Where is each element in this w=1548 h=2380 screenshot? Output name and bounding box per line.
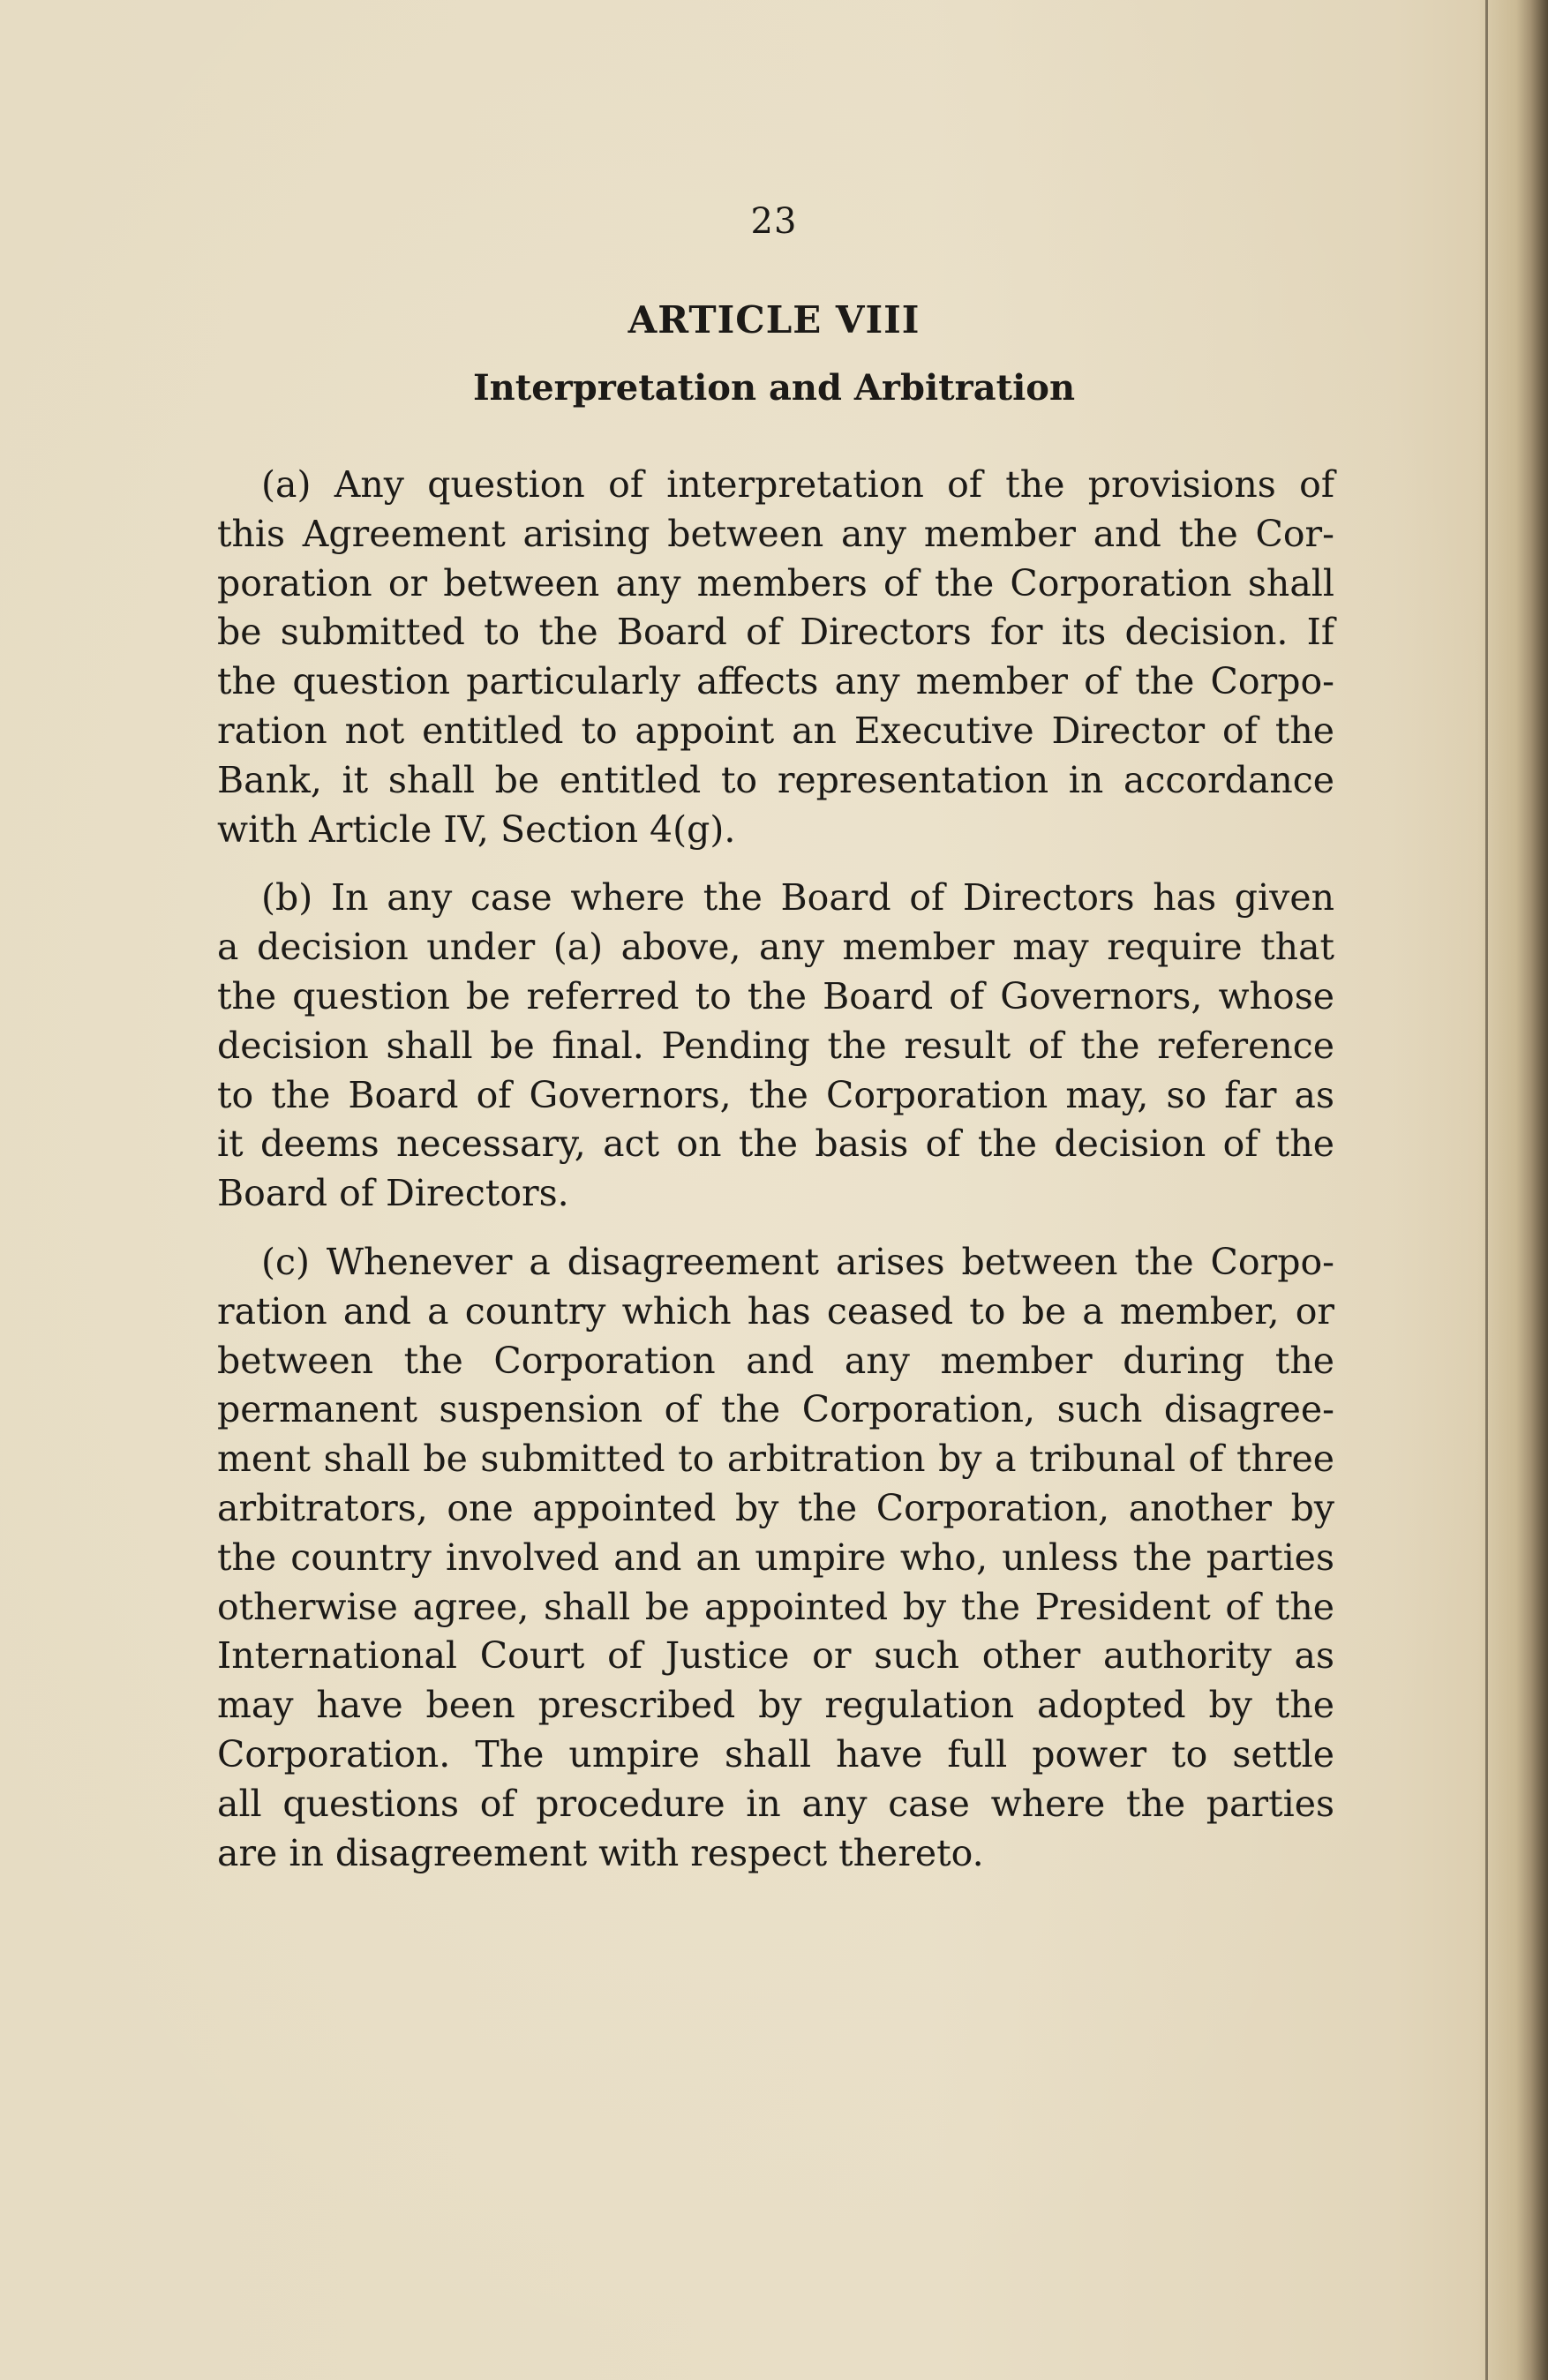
page-number: 23 — [750, 201, 798, 242]
paragraph-a — [217, 461, 1334, 854]
text-line: (b) In any case where the Board of Directors has given — [261, 876, 1334, 920]
article-subtitle: Interpretation and Arbitration — [472, 367, 1076, 409]
text-line: arbitrators, one appointed by the Corporation, another by — [217, 1486, 1334, 1529]
text-line: this Agreement arising between any member and the Cor- — [217, 512, 1334, 555]
text-line: otherwise agree, shall be appointed by the President of the — [217, 1585, 1334, 1628]
text-line: the question particularly affects any member of the Corpo- — [217, 660, 1334, 703]
text-line: International Court of Justice or such other authority as — [217, 1634, 1334, 1678]
text-line: to the Board of Governors, the Corporation may, so far as — [217, 1073, 1334, 1116]
text-line: be submitted to the Board of Directors for its decision. If — [217, 611, 1334, 654]
text-line: Corporation. The umpire shall have full power to settle — [217, 1732, 1334, 1776]
text-line: between the Corporation and any member during the — [217, 1339, 1334, 1382]
text-line: ration not entitled to appoint an Executive Director of the — [217, 709, 1334, 752]
article-body — [217, 461, 1334, 1897]
text-line: (c) Whenever a disagreement arises between the Corpo- — [261, 1240, 1334, 1283]
text-line: may have been prescribed by regulation adopted by the — [217, 1684, 1334, 1727]
text-line: Board of Directors. — [217, 1172, 569, 1215]
text-line: decision shall be final. Pending the result of the reference — [217, 1024, 1334, 1067]
article-title: ARTICLE VIII — [627, 298, 921, 342]
book-spine-shadow — [1477, 0, 1548, 2380]
text-line: Bank, it shall be entitled to representation in accordance — [217, 758, 1334, 801]
text-line: the question be referred to the Board of Governors, whose — [217, 974, 1334, 1017]
text-line: the country involved and an umpire who, unless the parties — [217, 1535, 1334, 1579]
text-line: ration and a country which has ceased to be a member, or — [217, 1289, 1334, 1333]
text-line: with Article IV, Section 4(g). — [217, 807, 736, 851]
text-line: (a) Any question of interpretation of the provisions of — [261, 463, 1334, 506]
text-line: are in disagreement with respect thereto. — [217, 1831, 984, 1874]
text-line: permanent suspension of the Corporation, such disagree- — [217, 1388, 1334, 1431]
paragraph-b — [217, 874, 1334, 1219]
text-line: poration or between any members of the Corporation shall — [217, 561, 1334, 604]
text-line: a decision under (a) above, any member may require that — [217, 926, 1334, 969]
paragraph-c — [217, 1238, 1334, 1878]
text-line: all questions of procedure in any case where the parties — [217, 1782, 1334, 1825]
text-line: ment shall be submitted to arbitration by a tribunal of three — [217, 1438, 1334, 1481]
book-spine-edge — [1485, 0, 1488, 2380]
text-line: it deems necessary, act on the basis of the decision of the — [217, 1122, 1334, 1166]
